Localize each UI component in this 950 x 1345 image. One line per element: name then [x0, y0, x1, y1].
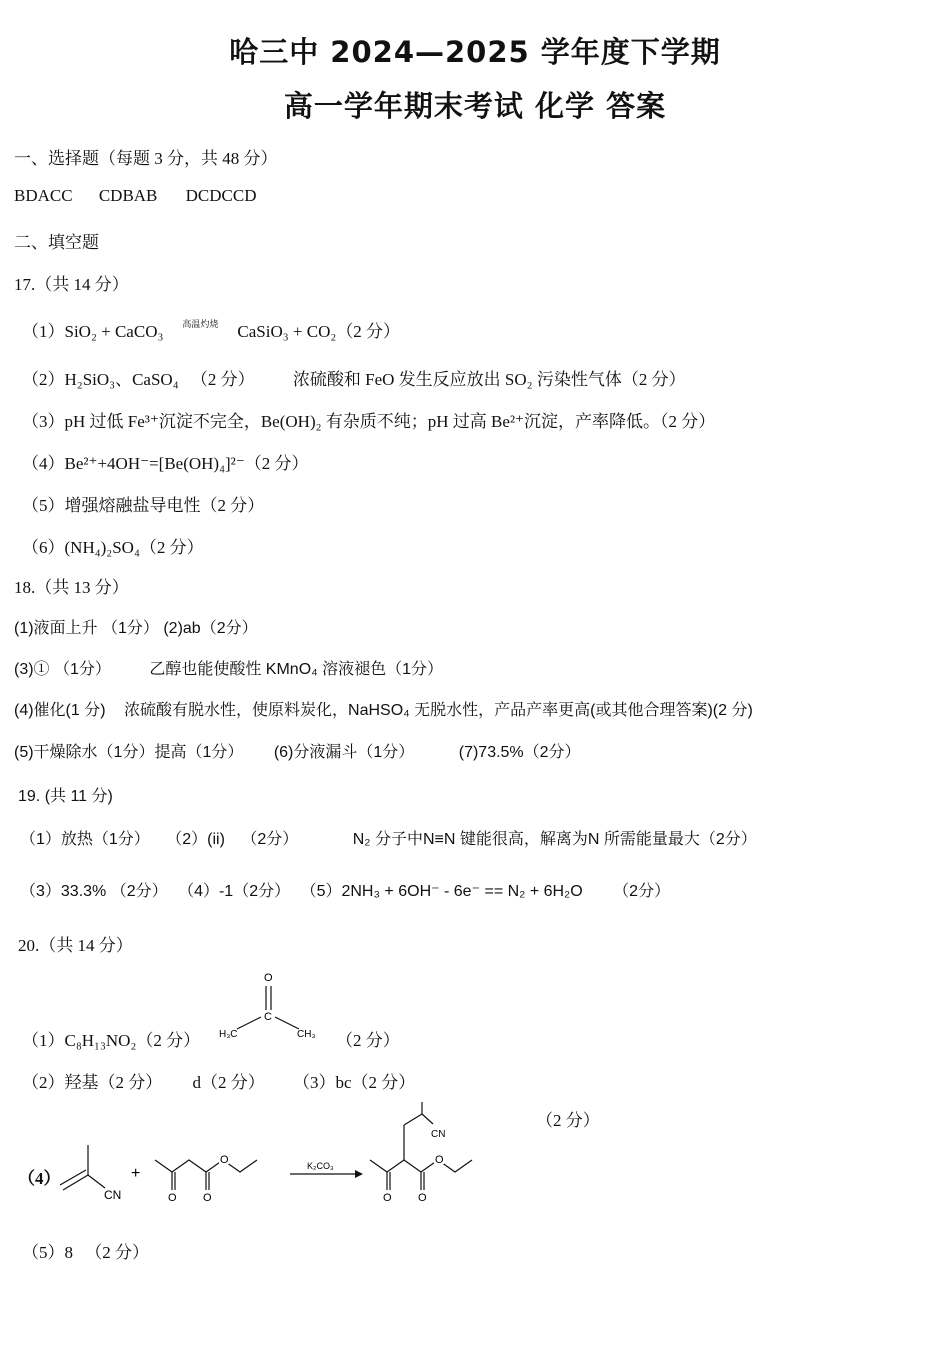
part3-reason: 乙醇也能使酸性 KMnO₄ 溶液褪色（1分）: [149, 661, 444, 678]
atom-o: O: [220, 1154, 229, 1166]
answers-11-16: DCDCCD: [185, 186, 257, 205]
reason: 浓硫酸和 FeO 发生反应放出 SO₂ 污染性气体: [292, 370, 622, 389]
title-line-2: 高一学年期末考试 化学 答案: [283, 89, 667, 123]
q20-part1: [22, 1026, 200, 1051]
q17-part3: [22, 407, 715, 432]
part-number: （2）: [22, 1073, 65, 1092]
part-number: （1）: [22, 322, 65, 341]
q19-line2: [20, 878, 670, 901]
score: （2 分）: [621, 370, 686, 389]
score: （2 分）: [351, 1073, 416, 1092]
equation-rhs: CaSiO₃ + CO₂: [237, 322, 337, 341]
methyl-right: CH₃: [297, 1029, 316, 1040]
q17-heading: 17.（共 14 分）: [14, 275, 129, 294]
plus-sign: +: [131, 1165, 141, 1182]
answer: Be²⁺+4OH⁻=[Be(OH)₄]²⁻: [64, 454, 245, 473]
methyl-left: H₃C: [219, 1029, 238, 1040]
q17-part4: [22, 449, 309, 474]
score: （2 分）: [201, 1073, 265, 1092]
score: （2 分）: [244, 454, 309, 473]
reaction-condition: 高温灼烧: [182, 319, 219, 330]
part-number: （1）: [22, 1031, 65, 1050]
score: （2 分）: [85, 1243, 149, 1262]
part-number: （6）: [22, 538, 65, 557]
score: （2分）: [241, 831, 299, 848]
part3-answer: （3）33.3% （2分）: [20, 883, 168, 900]
part-number: （4）: [22, 454, 65, 473]
atom-c: C: [264, 1011, 272, 1023]
q20-part5: [22, 1238, 149, 1263]
cn-group: CN: [104, 1188, 122, 1202]
atom-o: O: [435, 1154, 444, 1166]
q18-line4: [14, 739, 581, 762]
q18-heading: 18.（共 13 分）: [14, 578, 129, 597]
score: （2 分）: [98, 1073, 163, 1092]
q20-part4-number: （4）: [18, 1169, 61, 1188]
q20-part2-3: [22, 1068, 415, 1093]
answer: 增强熔融盐导电性: [64, 496, 201, 515]
part2-reason: N₂ 分子中N≡N 键能很高，解离为N 所需能量最大（2分）: [352, 831, 757, 848]
answer: d: [192, 1073, 201, 1092]
cn-group: CN: [431, 1129, 446, 1140]
part3-answer: (3)① （1分）: [14, 661, 111, 678]
atom-o: O: [203, 1192, 212, 1204]
part-number: （5）: [22, 1243, 65, 1262]
q17-part5: [22, 491, 264, 516]
q18-line3: [14, 697, 753, 720]
part-number: （5）: [22, 496, 65, 515]
part2-answer: （2）(ii): [166, 831, 225, 848]
reagent-k2co3: K₂CO₃: [307, 1161, 334, 1171]
q18-line2: [14, 656, 443, 679]
part-number: （3）: [293, 1073, 336, 1092]
atom-o: O: [264, 972, 273, 984]
q17-part6: [22, 533, 204, 558]
equation-lhs: SiO₂ + CaCO₃: [64, 322, 164, 341]
acetone-structure: [215, 965, 330, 1045]
part5-equation: （5）2NH₃ + 6OH⁻ - 6e⁻ == N₂ + 6H₂O: [300, 883, 583, 900]
score: （2 分）: [136, 1031, 201, 1050]
part4-answer: (4)催化(1 分): [14, 702, 106, 719]
score: （2分）: [613, 883, 671, 900]
part4-reason: 浓硫酸有脱水性，使原料炭化，NaHSO₄ 无脱水性，产品产率更高(或其他合理答案)(2 分): [124, 702, 753, 719]
section-fill-in-heading: 二、填空题: [14, 233, 99, 252]
reaction-scheme: [55, 1100, 505, 1210]
answer: 羟基: [64, 1073, 99, 1092]
atom-o: O: [168, 1192, 177, 1204]
score: （2 分）: [660, 412, 716, 431]
answer: H₂SiO₃、CaSO₄: [64, 370, 179, 389]
score: （2 分）: [139, 538, 204, 557]
q18-line1: (1)液面上升 （1分） (2)ab（2分）: [14, 620, 258, 637]
q19-heading: 19. (共 11 分): [18, 788, 113, 805]
part-number: （2）: [22, 370, 65, 389]
atom-o: O: [383, 1192, 392, 1204]
answer: bc: [335, 1073, 352, 1092]
section-multiple-choice-heading: 一、选择题（每题 3 分，共 48 分）: [14, 149, 278, 168]
title-line-1: 哈三中 2024—2025 学年度下学期: [229, 35, 721, 69]
part-number: （3）: [22, 412, 65, 431]
answer: 8: [64, 1243, 73, 1262]
part7-answer: (7)73.5%（2分）: [458, 744, 581, 761]
score: （2 分）: [200, 496, 265, 515]
q20-part1-score2: （2 分）: [336, 1031, 400, 1050]
q20-heading: 20.（共 14 分）: [18, 936, 133, 955]
part1-answer: （1）放热（1分）: [20, 831, 150, 848]
molecular-formula: C₈H₁₃NO₂: [64, 1031, 137, 1050]
part4-answer: （4）-1（2分）: [178, 883, 291, 900]
q17-part2: [22, 365, 686, 390]
answer: pH 过低 Fe³⁺沉淀不完全，Be(OH)₂ 有杂质不纯；pH 过高 Be²⁺沉淀，产率降低。: [64, 412, 661, 431]
q20-part4-score: （2 分）: [536, 1111, 600, 1130]
answers-1-5: BDACC: [14, 186, 73, 205]
q19-line1: [20, 826, 757, 849]
answer: (NH₄)₂SO₄: [64, 538, 140, 557]
part5-answer: (5)干燥除水（1分）提高（1分）: [14, 744, 244, 761]
answers-6-10: CDBAB: [98, 186, 158, 205]
atom-o: O: [418, 1192, 427, 1204]
q17-part1: [22, 317, 400, 342]
score: （2 分）: [190, 370, 255, 389]
part6-answer: (6)分液漏斗（1分）: [273, 744, 415, 761]
multiple-choice-answers: [14, 186, 257, 206]
score: （2 分）: [336, 322, 401, 341]
